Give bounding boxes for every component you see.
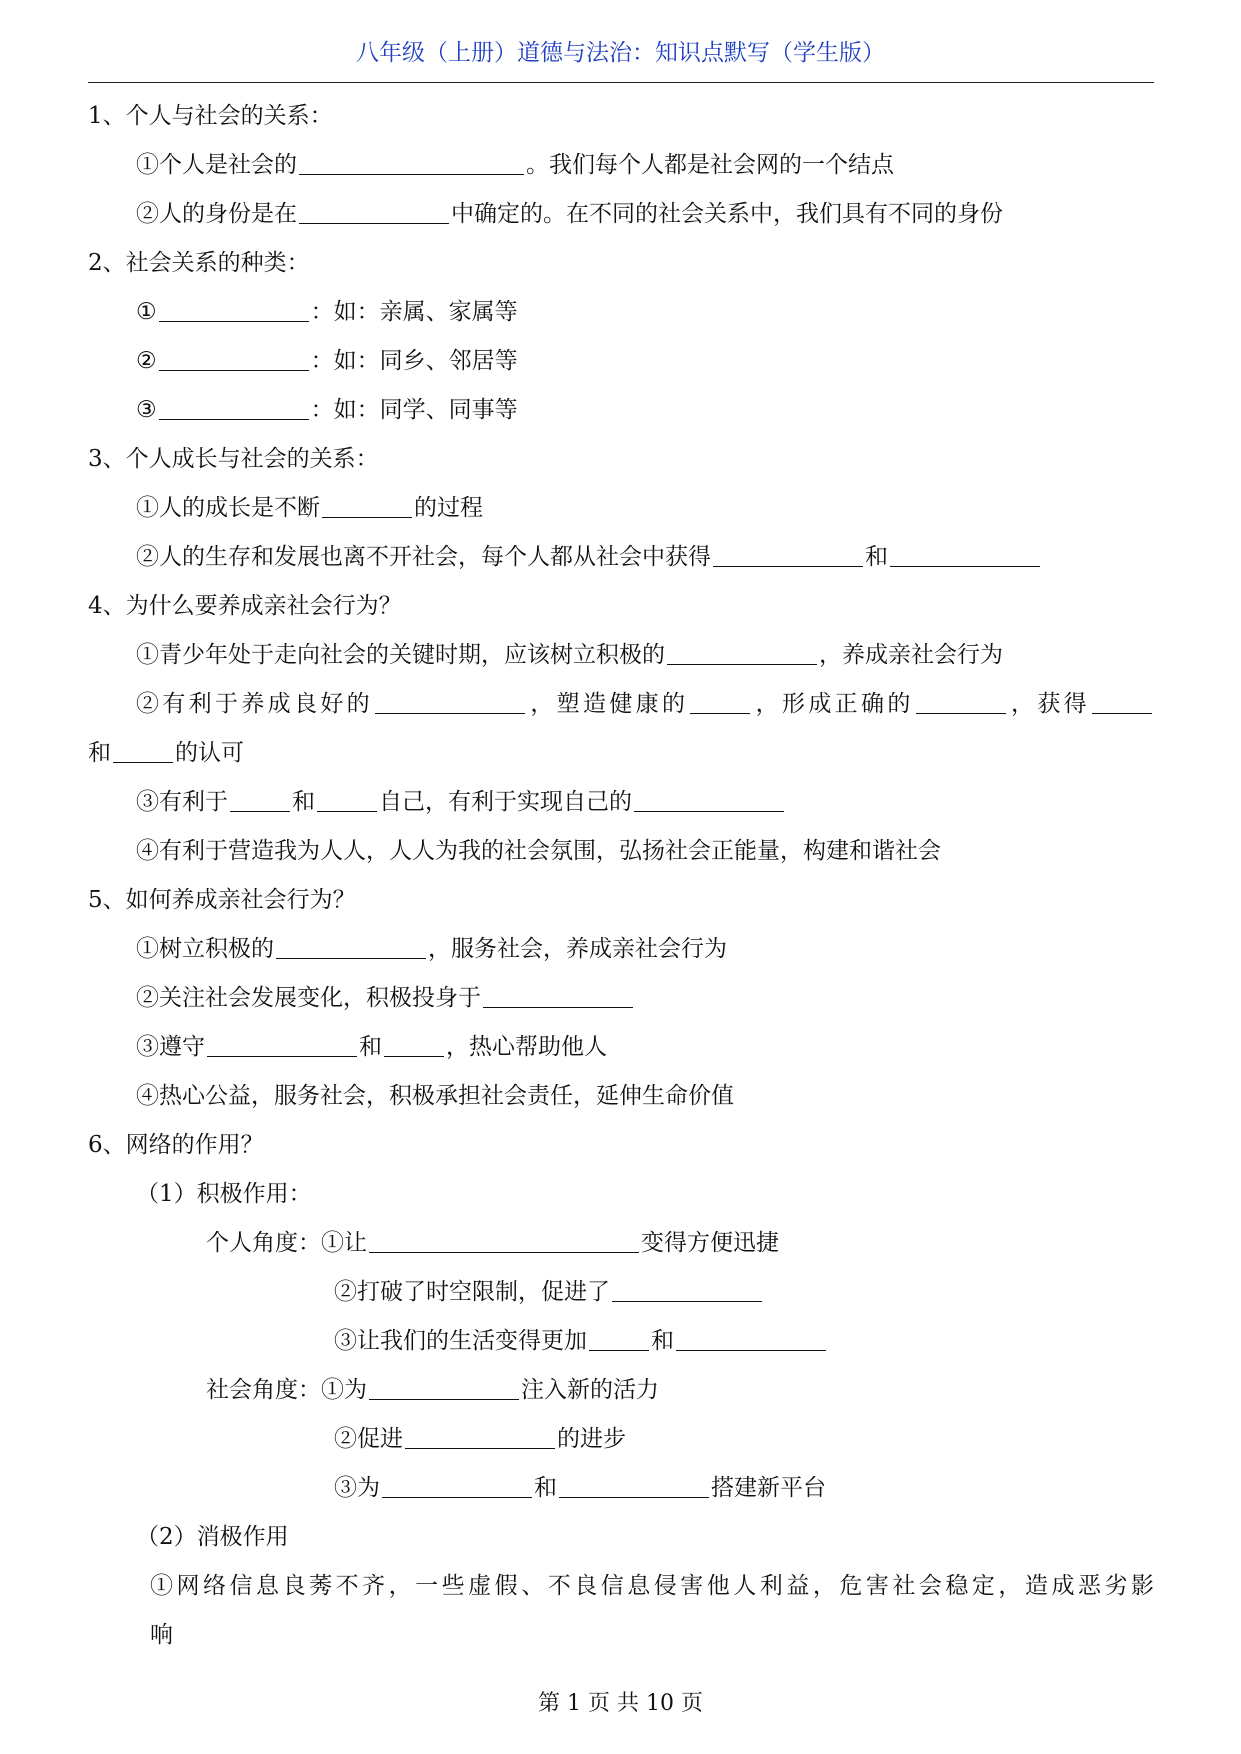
blank[interactable] bbox=[667, 635, 817, 665]
blank[interactable] bbox=[317, 782, 377, 812]
subheading-6-2: （2）消极作用 bbox=[136, 1524, 289, 1550]
item-5-4: ④热心公益，服务社会，积极承担社会责任，延伸生命价值 bbox=[136, 1083, 734, 1109]
item-2-3: ③ ：如：同学、同事等 bbox=[88, 386, 1154, 435]
item-5-1: ①树立积极的 ，服务社会，养成亲社会行为 bbox=[88, 925, 1154, 974]
blank[interactable] bbox=[890, 537, 1040, 567]
item-6-2-1: ①网络信息良莠不齐，一些虚假、不良信息侵害他人利益，危害社会稳定，造成恶劣影 bbox=[150, 1573, 1154, 1599]
item-5-2: ②关注社会发展变化，积极投身于 bbox=[88, 974, 1154, 1023]
item-2-1: ① ：如：亲属、家属等 bbox=[88, 288, 1154, 337]
blank[interactable] bbox=[230, 782, 290, 812]
document-body bbox=[88, 92, 1154, 1660]
item-2-2: ② ：如：同乡、邻居等 bbox=[88, 337, 1154, 386]
page-number: 第 1 页 共 10 页 bbox=[538, 1691, 703, 1716]
blank[interactable] bbox=[676, 1321, 826, 1351]
blank[interactable] bbox=[369, 1370, 519, 1400]
blank[interactable] bbox=[612, 1272, 762, 1302]
blank[interactable] bbox=[483, 978, 633, 1008]
blank[interactable] bbox=[159, 341, 309, 371]
blank[interactable] bbox=[159, 390, 309, 420]
heading-1: 1、个人与社会的关系： bbox=[88, 103, 333, 129]
blank[interactable] bbox=[369, 1223, 639, 1253]
item-4-3: ③有利于 和 自己，有利于实现自己的 bbox=[88, 778, 1154, 827]
heading-5: 5、如何养成亲社会行为？ bbox=[88, 887, 356, 913]
item-4-1: ①青少年处于走向社会的关键时期，应该树立积极的 ，养成亲社会行为 bbox=[88, 631, 1154, 680]
blank[interactable] bbox=[207, 1027, 357, 1057]
heading-2: 2、社会关系的种类： bbox=[88, 250, 310, 276]
item-6-1-society-1: 社会角度：①为 注入新的活力 bbox=[88, 1366, 1154, 1415]
blank[interactable] bbox=[375, 684, 525, 714]
blank[interactable] bbox=[384, 1027, 444, 1057]
blank[interactable] bbox=[559, 1468, 709, 1498]
item-6-1-personal-2: ②打破了时空限制，促进了 bbox=[88, 1268, 1154, 1317]
blank[interactable] bbox=[405, 1419, 555, 1449]
item-4-2-cont: 和 的认可 bbox=[88, 729, 1154, 778]
blank[interactable] bbox=[589, 1321, 649, 1351]
blank[interactable] bbox=[1092, 684, 1152, 714]
blank[interactable] bbox=[916, 684, 1006, 714]
item-1-1: ①个人是社会的 。我们每个人都是社会网的一个结点 bbox=[88, 141, 1154, 190]
blank[interactable] bbox=[276, 929, 426, 959]
heading-3: 3、个人成长与社会的关系： bbox=[88, 446, 379, 472]
blank[interactable] bbox=[299, 145, 524, 175]
heading-4: 4、为什么要养成亲社会行为？ bbox=[88, 593, 402, 619]
blank[interactable] bbox=[690, 684, 750, 714]
item-5-3: ③遵守 和 ，热心帮助他人 bbox=[88, 1023, 1154, 1072]
blank[interactable] bbox=[322, 488, 412, 518]
blank[interactable] bbox=[634, 782, 784, 812]
document-header: 八年级（上册）道德与法治：知识点默写（学生版） bbox=[356, 40, 885, 66]
blank[interactable] bbox=[713, 537, 863, 567]
item-6-1-society-3: ③为 和 搭建新平台 bbox=[88, 1464, 1154, 1513]
item-3-2: ②人的生存和发展也离不开社会，每个人都从社会中获得 和 bbox=[88, 533, 1154, 582]
blank[interactable] bbox=[382, 1468, 532, 1498]
item-1-2: ②人的身份是在 中确定的。在不同的社会关系中，我们具有不同的身份 bbox=[88, 190, 1154, 239]
blank[interactable] bbox=[299, 194, 449, 224]
item-6-1-personal-1: 个人角度：①让 变得方便迅捷 bbox=[88, 1219, 1154, 1268]
heading-6: 6、网络的作用？ bbox=[88, 1132, 264, 1158]
blank[interactable] bbox=[159, 292, 309, 322]
subheading-6-1: （1）积极作用： bbox=[136, 1181, 312, 1207]
header-rule bbox=[88, 82, 1154, 83]
item-6-1-society-2: ②促进 的进步 bbox=[88, 1415, 1154, 1464]
item-3-1: ①人的成长是不断 的过程 bbox=[88, 484, 1154, 533]
item-4-2: ②有利于养成良好的 ，塑造健康的 ，形成正确的 ，获得 bbox=[88, 680, 1154, 729]
item-6-1-personal-3: ③让我们的生活变得更加 和 bbox=[88, 1317, 1154, 1366]
item-6-2-1-cont: 响 bbox=[150, 1622, 173, 1648]
blank[interactable] bbox=[113, 733, 173, 763]
item-4-4: ④有利于营造我为人人，人人为我的社会氛围，弘扬社会正能量，构建和谐社会 bbox=[136, 838, 941, 864]
